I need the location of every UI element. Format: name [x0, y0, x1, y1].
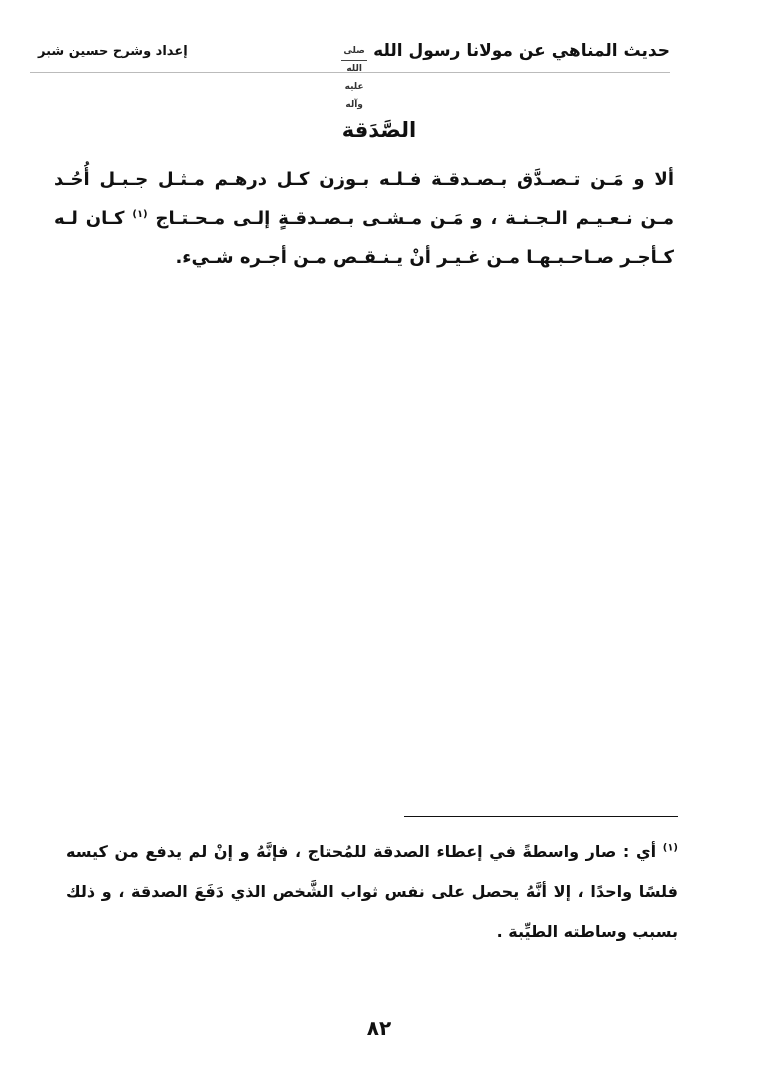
footnote-divider — [404, 816, 678, 817]
footnote — [66, 832, 678, 952]
section-title: الصَّدَقة — [341, 118, 417, 142]
footnote-text: أي : صار واسطةً في إعطاء الصدقة للمُحتاج ، فإنَّهُ و إنْ لم يدفع من كيسه فلسًا واحدًا ، إلا أنَّهُ يحصل على نفس ثواب الشَّخص الذي دَفَعَ الصدقة ، و ذلك بسبب وساطته الطيِّبة . — [66, 842, 678, 941]
hadith-text — [54, 160, 674, 277]
page-number: ٨٢ — [366, 1016, 392, 1040]
header-divider — [30, 72, 670, 73]
book-title: حديث المناهي عن مولانا رسول الله — [373, 41, 670, 61]
book-title-header — [341, 41, 670, 110]
hadith-text-part2: كـان لـه كـأجـر صـاحـبـهـا مـن غـيـر أنْ يـنـقـص مـن أجـره شـيء. — [54, 208, 674, 268]
honorific-seal: صلى الله عليه وآله — [341, 42, 367, 61]
running-header — [38, 36, 670, 110]
author-credit: إعداد وشرح حسين شبر — [38, 43, 188, 59]
footnote-marker: (١) — [662, 842, 678, 854]
hadith-text-part1: ألا و مَـن تـصـدَّق بـصـدقـة فـلـه بـوزن كـل درهـم مـثـل جـبـل أُحُـد مـن نـعـيـم الـجـنـة ، و مَـن مـشـى بـصـدقـةٍ إلـى مـحـتـاج — [54, 169, 674, 229]
footnote-reference: (١) — [132, 209, 148, 220]
